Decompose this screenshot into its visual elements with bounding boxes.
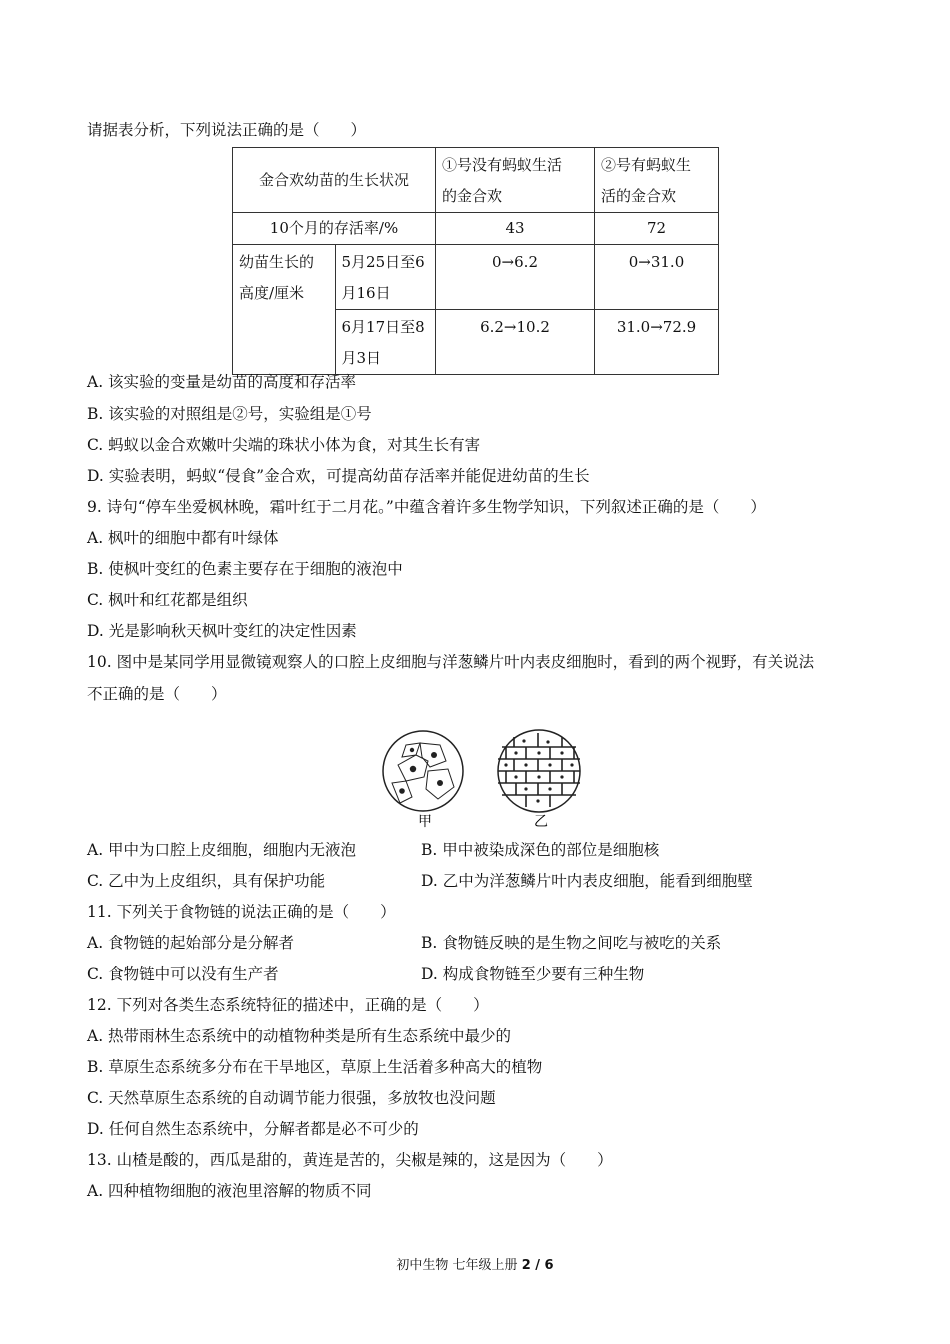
q10-option-a: A. 甲中为口腔上皮细胞，细胞内无液泡 (87, 841, 357, 859)
q8-option-d: D. 实验表明，蚂蚁“侵食”金合欢，可提高幼苗存活率并能促进幼苗的生长 (87, 467, 590, 485)
q9-option-b: B. 使枫叶变红的色素主要存在于细胞的液泡中 (87, 560, 403, 578)
q8-option-c: C. 蚂蚁以金合欢嫩叶尖端的珠状小体为食，对其生长有害 (87, 436, 481, 454)
q10-stem-1: 10. 图中是某同学用显微镜观察人的口腔上皮细胞与洋葱鳞片叶内表皮细胞时，看到的两个视野，有关说法 (87, 653, 815, 671)
table-header-group1: ①号没有蚂蚁生活 的金合欢 (436, 148, 595, 213)
q11-option-d: D. 构成食物链至少要有三种生物 (421, 965, 645, 983)
q10-stem-2: 不正确的是（ ） (87, 685, 227, 703)
page-number: 2 / 6 (521, 1258, 554, 1273)
table-header-status: 金合欢幼苗的生长状况 (233, 148, 436, 213)
figure-label-jia: 甲 (418, 814, 432, 830)
q9-option-d: D. 光是影响秋天枫叶变红的决定性因素 (87, 622, 357, 640)
q9-option-a: A. 枫叶的细胞中都有叶绿体 (87, 529, 279, 547)
q8-option-a: A. 该实验的变量是幼苗的高度和存活率 (87, 373, 357, 391)
microscope-fields-illustration (376, 725, 596, 835)
table-survival-label: 10个月的存活率/% (233, 213, 436, 245)
q8-option-b: B. 该实验的对照组是②号，实验组是①号 (87, 405, 372, 423)
question-intro: 请据表分析，下列说法正确的是（ ） (87, 121, 367, 139)
table-survival-2: 72 (595, 213, 719, 245)
table-survival-1: 43 (436, 213, 595, 245)
table-period1-value1: 0→6.2 (436, 245, 595, 310)
table-period1-value2: 0→31.0 (595, 245, 719, 310)
table-period-2: 6月17日至8 月3日 (335, 310, 436, 375)
footer-text: 初中生物 七年级上册 (396, 1258, 522, 1273)
q13-option-a: A. 四种植物细胞的液泡里溶解的物质不同 (87, 1182, 372, 1200)
table-height-label: 幼苗生长的 高度/厘米 (233, 245, 336, 375)
q12-stem: 12. 下列对各类生态系统特征的描述中，正确的是（ ） (87, 996, 489, 1014)
onion-cell-field (498, 730, 580, 812)
microscope-figure (376, 725, 596, 835)
table-header-group2: ②号有蚂蚁生 活的金合欢 (595, 148, 719, 213)
q9-stem: 9. 诗句“停车坐爱枫林晚，霜叶红于二月花。”中蕴含着许多生物学知识，下列叙述正确的是（ ） (87, 498, 766, 516)
page-footer (0, 1254, 950, 1273)
table-period2-value1: 6.2→10.2 (436, 310, 595, 375)
figure-label-yi: 乙 (534, 814, 548, 830)
q11-stem: 11. 下列关于食物链的说法正确的是（ ） (87, 903, 396, 921)
q10-option-b: B. 甲中被染成深色的部位是细胞核 (421, 841, 660, 859)
q10-option-c: C. 乙中为上皮组织，具有保护功能 (87, 872, 326, 890)
q12-option-d: D. 任何自然生态系统中，分解者都是必不可少的 (87, 1120, 419, 1138)
q9-option-c: C. 枫叶和红花都是组织 (87, 591, 248, 609)
q13-stem: 13. 山楂是酸的，西瓜是甜的，黄连是苦的，尖椒是辣的，这是因为（ ） (87, 1151, 613, 1169)
q12-option-a: A. 热带雨林生态系统中的动植物种类是所有生态系统中最少的 (87, 1027, 512, 1045)
cheek-cell-field (383, 731, 463, 811)
table-period2-value2: 31.0→72.9 (595, 310, 719, 375)
q11-option-b: B. 食物链反映的是生物之间吃与被吃的关系 (421, 934, 722, 952)
table-period-1: 5月25日至6 月16日 (335, 245, 436, 310)
q12-option-b: B. 草原生态系统多分布在干旱地区，草原上生活着多种高大的植物 (87, 1058, 543, 1076)
q11-option-a: A. 食物链的起始部分是分解者 (87, 934, 295, 952)
data-table (232, 147, 719, 375)
q12-option-c: C. 天然草原生态系统的自动调节能力很强，多放牧也没问题 (87, 1089, 496, 1107)
q11-option-c: C. 食物链中可以没有生产者 (87, 965, 279, 983)
q10-option-d: D. 乙中为洋葱鳞片叶内表皮细胞，能看到细胞壁 (421, 872, 753, 890)
